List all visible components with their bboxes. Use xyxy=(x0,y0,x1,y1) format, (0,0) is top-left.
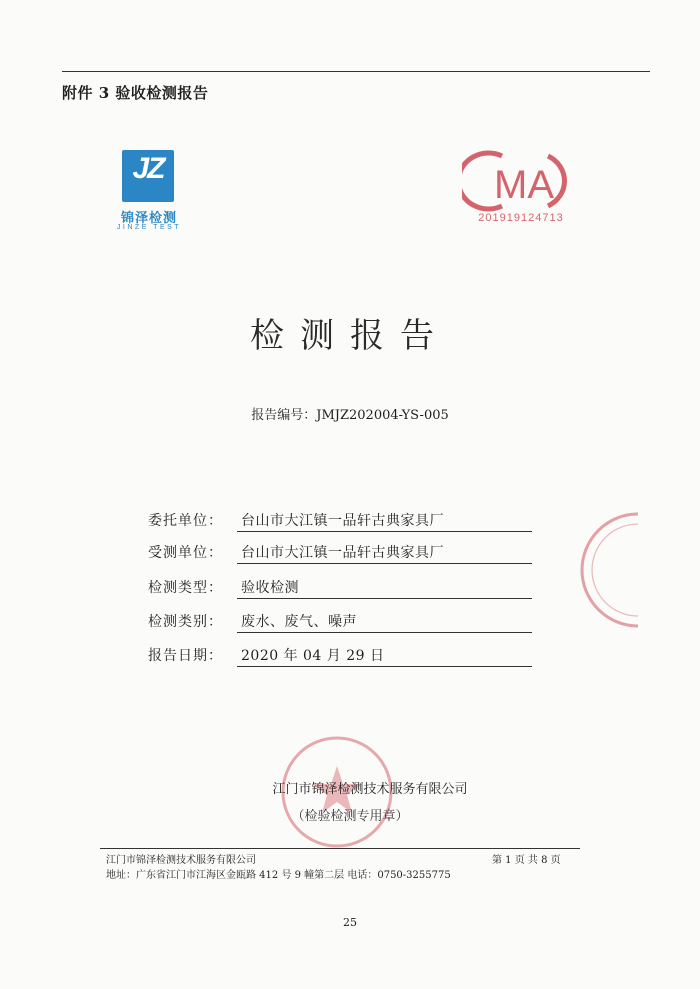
field-client xyxy=(148,510,532,534)
field-value: 台山市大江镇一品轩古典家具厂 xyxy=(237,510,532,532)
field-label: 报告日期： xyxy=(148,648,223,664)
field-label: 受测单位： xyxy=(148,545,223,561)
header-rule xyxy=(62,71,650,72)
field-label: 委托单位： xyxy=(148,513,223,529)
issuer-company: 江门市锦泽检测技术服务有限公司 xyxy=(272,782,468,797)
footer-rule xyxy=(100,848,580,849)
footer-company: 江门市锦泽检测技术服务有限公司 xyxy=(106,855,256,866)
attachment-title: 附件 3 验收检测报告 xyxy=(62,84,209,102)
logo-monogram: JZ xyxy=(132,152,164,185)
report-title: 检测报告 xyxy=(250,316,450,356)
cma-number: 201919124713 xyxy=(478,212,564,224)
report-number: 报告编号：JMJZ202004-YS-005 xyxy=(251,408,449,423)
cma-letters: MA xyxy=(494,163,554,207)
cma-logo-icon xyxy=(462,148,580,212)
cma-mark xyxy=(462,148,580,228)
field-value: 台山市大江镇一品轩古典家具厂 xyxy=(237,542,532,564)
field-tested-unit xyxy=(148,542,532,566)
field-value: 验收检测 xyxy=(237,577,532,599)
seam-seal-icon xyxy=(578,510,638,630)
field-test-type xyxy=(148,577,532,601)
field-label: 检测类型： xyxy=(148,580,223,596)
logo-name-en: JINZE TEST xyxy=(116,224,182,231)
issuer-seal-note: （检验检测专用章） xyxy=(291,809,409,824)
field-test-category xyxy=(148,611,532,635)
jinze-logo xyxy=(108,150,204,236)
field-report-date xyxy=(148,645,532,669)
logo-name-cn: 锦泽检测 xyxy=(120,211,177,226)
footer-page-info: 第 1 页 共 8 页 xyxy=(492,855,561,866)
footer-address: 地址：广东省江门市江海区金瓯路 412 号 9 幢第二层 电话：0750-3255775 xyxy=(106,870,451,881)
page-number: 25 xyxy=(343,916,357,929)
field-label: 检测类别： xyxy=(148,614,223,630)
field-value: 废水、废气、噪声 xyxy=(237,611,532,633)
field-value: 2020 年 04 月 29 日 xyxy=(237,645,532,667)
